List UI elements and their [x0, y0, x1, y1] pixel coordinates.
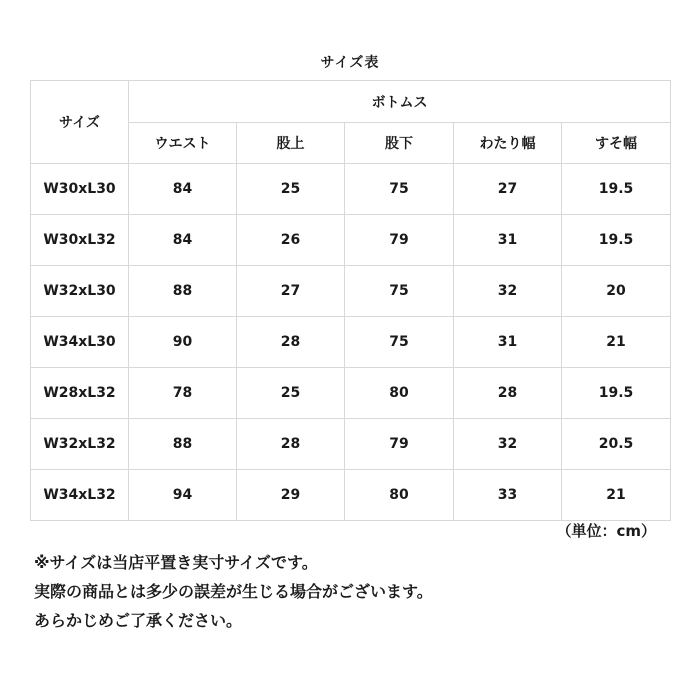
hem-cell: 21: [562, 317, 671, 368]
table-row: [31, 470, 671, 521]
table-row: [31, 164, 671, 215]
inseam-cell: 80: [345, 368, 454, 419]
table-row: [31, 419, 671, 470]
thigh-cell: 32: [454, 266, 562, 317]
table-row: [31, 368, 671, 419]
waist-cell: 84: [129, 164, 237, 215]
note-line: ※サイズは当店平置き実寸サイズです。: [34, 553, 318, 572]
hem-cell: 21: [562, 470, 671, 521]
size-cell: W28xL32: [31, 368, 129, 419]
size-cell: W32xL30: [31, 266, 129, 317]
column-header-thigh: わたり幅: [454, 123, 562, 164]
size-cell: W32xL32: [31, 419, 129, 470]
size-column-header: サイズ: [31, 81, 129, 164]
column-header-inseam: 股下: [345, 123, 454, 164]
column-header-rise: 股上: [237, 123, 345, 164]
column-header-waist: ウエスト: [129, 123, 237, 164]
inseam-cell: 75: [345, 266, 454, 317]
waist-cell: 84: [129, 215, 237, 266]
waist-cell: 94: [129, 470, 237, 521]
table-row: [31, 317, 671, 368]
size-cell: W30xL30: [31, 164, 129, 215]
thigh-cell: 33: [454, 470, 562, 521]
waist-cell: 88: [129, 419, 237, 470]
rise-cell: 28: [237, 419, 345, 470]
thigh-cell: 31: [454, 317, 562, 368]
size-table: [30, 80, 671, 521]
bottoms-group-header: ボトムス: [129, 81, 671, 123]
page-title: サイズ表: [320, 55, 380, 71]
hem-cell: 19.5: [562, 215, 671, 266]
rise-cell: 26: [237, 215, 345, 266]
rise-cell: 25: [237, 368, 345, 419]
size-cell: W34xL32: [31, 470, 129, 521]
table-row: [31, 266, 671, 317]
inseam-cell: 79: [345, 215, 454, 266]
size-cell: W34xL30: [31, 317, 129, 368]
inseam-cell: 79: [345, 419, 454, 470]
waist-cell: 78: [129, 368, 237, 419]
hem-cell: 19.5: [562, 164, 671, 215]
hem-cell: 20: [562, 266, 671, 317]
rise-cell: 25: [237, 164, 345, 215]
inseam-cell: 80: [345, 470, 454, 521]
note-line: 実際の商品とは多少の誤差が生じる場合がございます。: [34, 582, 433, 601]
thigh-cell: 27: [454, 164, 562, 215]
inseam-cell: 75: [345, 317, 454, 368]
waist-cell: 90: [129, 317, 237, 368]
thigh-cell: 32: [454, 419, 562, 470]
column-header-hem: すそ幅: [562, 123, 671, 164]
rise-cell: 27: [237, 266, 345, 317]
inseam-cell: 75: [345, 164, 454, 215]
rise-cell: 29: [237, 470, 345, 521]
hem-cell: 20.5: [562, 419, 671, 470]
note-line: あらかじめご了承ください。: [34, 611, 243, 630]
thigh-cell: 31: [454, 215, 562, 266]
table-row: [31, 215, 671, 266]
waist-cell: 88: [129, 266, 237, 317]
size-cell: W30xL32: [31, 215, 129, 266]
unit-label: （単位：cm）: [556, 522, 656, 540]
notes: [34, 548, 674, 635]
rise-cell: 28: [237, 317, 345, 368]
table-header-row: [31, 81, 671, 123]
thigh-cell: 28: [454, 368, 562, 419]
hem-cell: 19.5: [562, 368, 671, 419]
